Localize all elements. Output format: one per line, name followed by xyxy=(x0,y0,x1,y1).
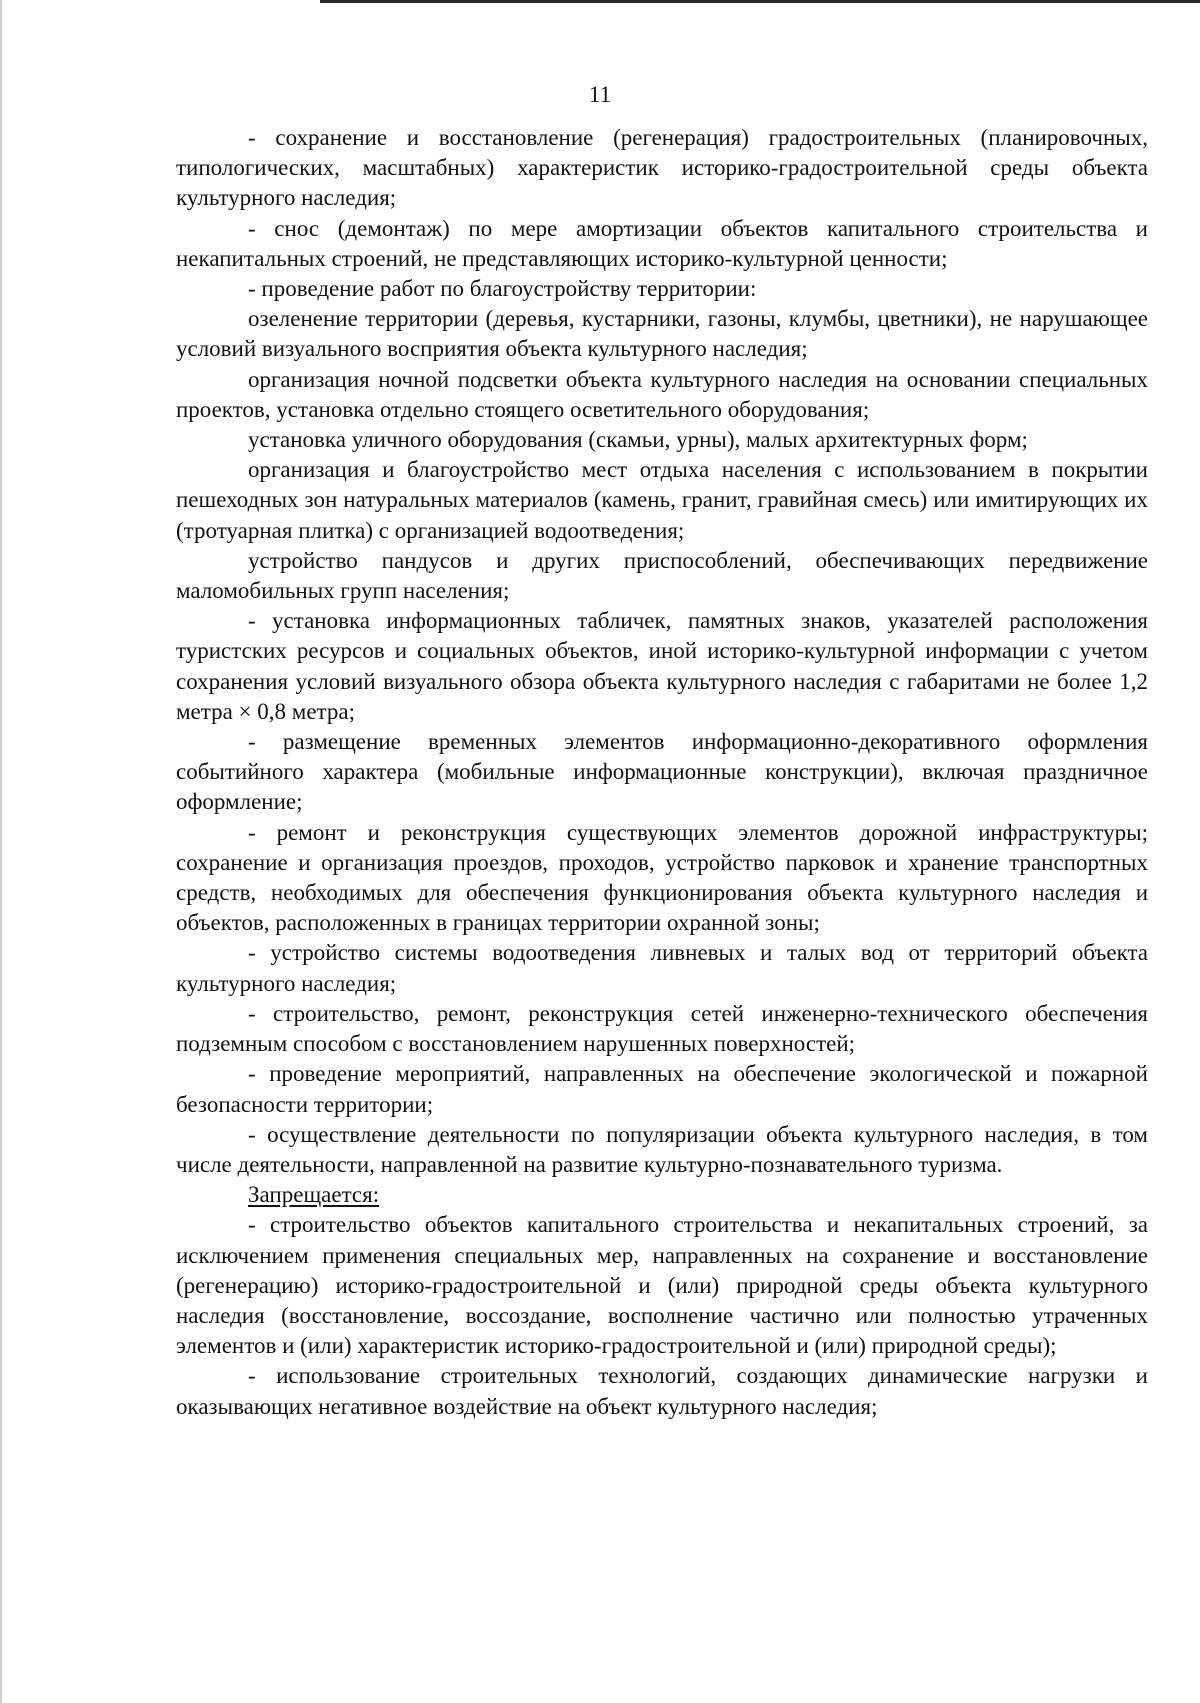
scan-left-edge xyxy=(0,0,2,1703)
document-body xyxy=(176,123,1148,1422)
prohibited-heading-paragraph xyxy=(176,1180,1148,1210)
paragraph-ramps: устройство пандусов и других приспособлений, обеспечивающих передвижение маломобильных групп населения; xyxy=(176,547,1148,604)
prohibited-heading: Запрещается: xyxy=(248,1182,380,1208)
paragraph-night-lighting: организация ночной подсветки объекта культурного наследия на основании специальных проектов, установка отдельно стоящего осветительного оборудования; xyxy=(176,366,1148,422)
paragraph-dynamic-loads-ban: - использование строительных технологий, создающих динамические нагрузки и оказывающих негативное воздействие на объект культурного наследия; xyxy=(176,1363,1148,1419)
paragraph-street-equipment: установка уличного оборудования (скамьи, урны), малых архитектурных форм; xyxy=(248,427,1028,453)
paragraph-popularization: - осуществление деятельности по популяризации объекта культурного наследия, в том числе деятельности, направленной на развитие культурно-познавательного туризма. xyxy=(176,1121,1148,1177)
paragraph-construction-ban: - строительство объектов капитального строительства и некапитальных строений, за исключением применения специальных мер, направленных на сохранение и восстановление (регенерацию) историко-градостроительной и (или) природной среды объекта культурного наследия (восстановление, воссоздание, восполнение частично или полностью утраченных элементов и (или) характеристик историко-градостроительной и (или) природной среды); xyxy=(176,1212,1148,1359)
paragraph-preservation: - сохранение и восстановление (регенерация) градостроительных (планировочных, типологических, масштабных) характеристик историко-градостроительной среды объекта культурного наследия; xyxy=(176,125,1148,211)
paragraph-utility-networks: - строительство, ремонт, реконструкция сетей инженерно-технического обеспечения подземным способом с восстановлением нарушенных поверхностей; xyxy=(176,1000,1148,1057)
page-number: 11 xyxy=(588,82,612,107)
paragraph-info-signs: - установка информационных табличек, памятных знаков, указателей расположения туристских ресурсов и социальных объектов, иной историко-культурной информации с учетом сохранения условий визуального обзора объекта культурного наследия с габаритами не более 1,2 метра × 0,8 метра; xyxy=(176,608,1148,724)
scan-top-border xyxy=(320,0,1200,3)
paragraph-rest-areas: организация и благоустройство мест отдыха населения с использованием в покрытии пешеходных зон натуральных материалов (камень, гранит, гравийная смесь) или имитирующих их (тротуарная плитка) с организацией водоотведения; xyxy=(176,457,1148,543)
paragraph-road-infrastructure: - ремонт и реконструкция существующих элементов дорожной инфраструктуры; сохранение и организация проездов, проходов, устройство парковок и хранение транспортных средств, необходимых для обеспечения функционирования объекта культурного наследия и объектов, расположенных в границах территории охранной зоны; xyxy=(176,819,1148,936)
paragraph-drainage: - устройство системы водоотведения ливневых и талых вод от территорий объекта культурного наследия; xyxy=(176,940,1148,996)
paragraph-landscaping: - проведение работ по благоустройству территории: xyxy=(248,276,757,302)
paragraph-greening: озеленение территории (деревья, кустарники, газоны, клумбы, цветники), не нарушающее условий визуального восприятия объекта культурного наследия; xyxy=(176,306,1148,362)
paragraph-temporary-decor: - размещение временных элементов информационно-декоративного оформления событийного характера (мобильные информационные конструкции), включая праздничное оформление; xyxy=(176,729,1148,815)
paragraph-demolition: - снос (демонтаж) по мере амортизации объектов капитального строительства и некапитальных строений, не представляющих историко-культурной ценности; xyxy=(176,215,1148,271)
paragraph-safety-measures: - проведение мероприятий, направленных на обеспечение экологической и пожарной безопасности территории; xyxy=(176,1061,1148,1117)
